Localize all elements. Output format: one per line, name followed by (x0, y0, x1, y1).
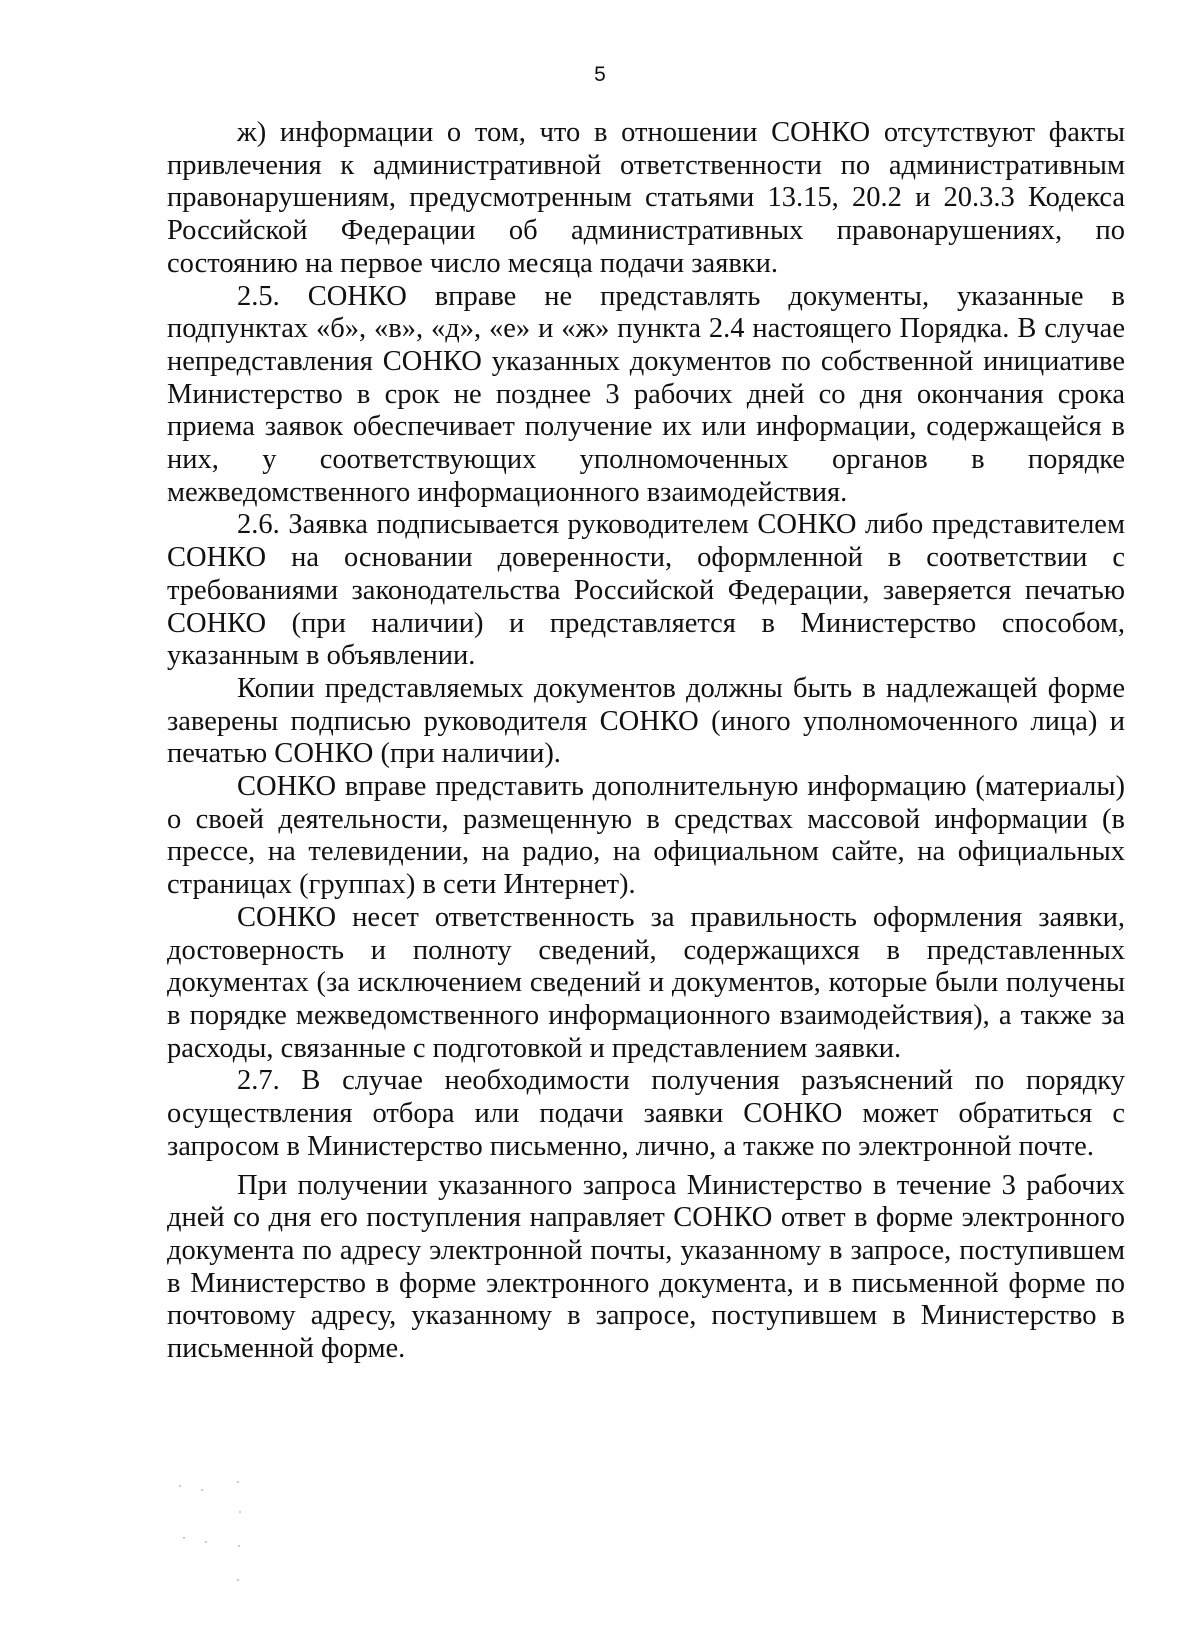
paragraph-item-zh: ж) информации о том, что в отношении СОНКО отсутствуют факты привлечения к административной ответственности по административным правонарушениям, предусмотренным статьями 13.15, 20.2 и 20.3.3 Кодекса Российской Федерации об административных правонарушениях, по состоянию на первое число месяца подачи заявки. (167, 117, 1125, 279)
paragraph-response-procedure: При получении указанного запроса Министерство в течение 3 рабочих дней со дня его поступления направляет СОНКО ответ в форме электронного документа по адресу электронной почты, указанному в запросе, поступившем в Министерство в форме электронного документа, и в письменной форме по почтовому адресу, указанному в запросе, поступившем в Министерство в письменной форме. (167, 1169, 1125, 1365)
document-body (167, 117, 1125, 1366)
paragraph-responsibility: СОНКО несет ответственность за правильность оформления заявки, достоверность и полноту сведений, содержащихся в представленных документах (за исключением сведений и документов, которые были получены в порядке межведомственного информационного взаимодействия), а также за расходы, связанные с подготовкой и представлением заявки. (167, 901, 1125, 1064)
paragraph-2-6: 2.6. Заявка подписывается руководителем СОНКО либо представителем СОНКО на основании доверенности, оформленной в соответствии с требованиями законодательства Российской Федерации, заверяется печатью СОНКО (при наличии) и представляется в Министерство способом, указанным в объявлении. (167, 509, 1125, 672)
paragraph-document-copies: Копии представляемых документов должны быть в надлежащей форме заверены подписью руководителя СОНКО (иного уполномоченного лица) и печатью СОНКО (при наличии). (167, 672, 1125, 770)
paragraph-2-7: 2.7. В случае необходимости получения разъяснений по порядку осуществления отбора или подачи заявки СОНКО может обратиться с запросом в Министерство письменно, лично, а также по электронной почте. (167, 1065, 1125, 1162)
page-number: 5 (594, 63, 606, 86)
paragraph-additional-info: СОНКО вправе представить дополнительную информацию (материалы) о своей деятельности, размещенную в средствах массовой информации (в прессе, на телевидении, на радио, на официальном сайте, на официальных страницах (группах) в сети Интернет). (167, 771, 1125, 901)
paragraph-2-5: 2.5. СОНКО вправе не представлять документы, указанные в подпунктах «б», «в», «д», «е» и «ж» пункта 2.4 настоящего Порядка. В случае непредставления СОНКО указанных документов по собственной инициативе Министерство в срок не позднее 3 рабочих дней со дня окончания срока приема заявок обеспечивает получение их или информации, содержащейся в них, у соответствующих уполномоченных органов в порядке межведомственного информационного взаимодействия. (167, 280, 1125, 508)
scan-noise (175, 1475, 265, 1595)
